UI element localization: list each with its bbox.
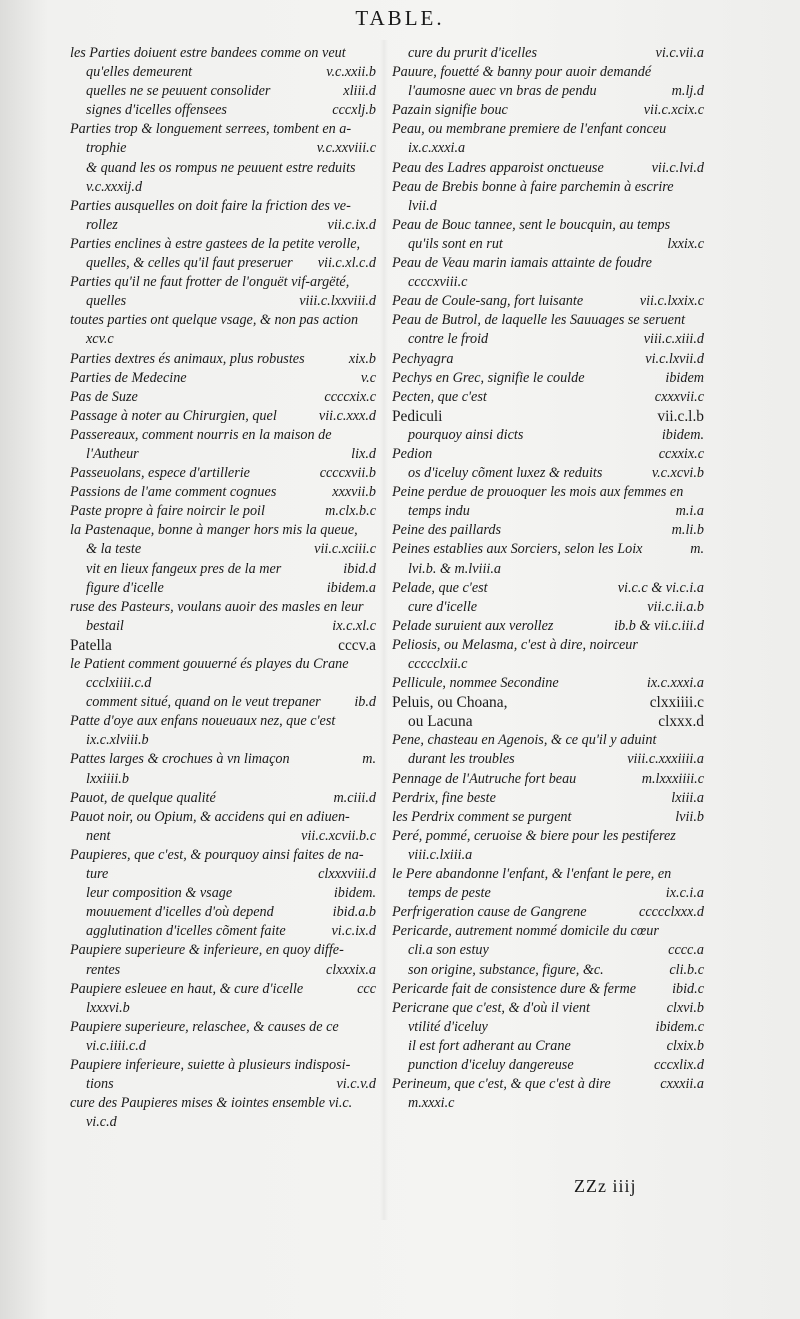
entry-reference: ibidem.a: [326, 579, 376, 596]
index-entry: [392, 655, 704, 674]
index-entry: [70, 445, 376, 464]
index-entry: [392, 1018, 704, 1037]
index-entry: [392, 789, 704, 808]
entry-text: Pauot, de quelque qualité: [70, 789, 216, 806]
index-entry: [392, 350, 704, 369]
entry-reference: vi.c.v.d: [336, 1076, 376, 1093]
index-entry: [392, 540, 704, 559]
entry-text: Pellicule, nommee Secondine: [392, 675, 559, 692]
entry-text: Peau, ou membrane premiere de l'enfant conceu: [392, 121, 667, 138]
entry-reference: clxix.b: [666, 1037, 704, 1054]
index-entry: [392, 388, 704, 407]
entry-text: vi.c.d: [86, 1114, 117, 1131]
entry-text: Peré, pommé, ceruoise & biere pour les pestiferez: [392, 827, 676, 844]
entry-text: Peau de Coule-sang, fort luisante: [392, 293, 584, 310]
entry-text: les Parties doiuent estre bandees comme on veut: [70, 45, 346, 61]
entry-text: Passions de l'ame comment cognues: [70, 484, 277, 501]
index-entry: [392, 674, 704, 693]
index-entry: [70, 159, 376, 178]
entry-text: nent: [86, 827, 111, 844]
entry-reference: vii.c.ii.a.b: [647, 598, 704, 615]
index-entry: [392, 1037, 704, 1056]
entry-reference: ib.b & vii.c.iii.d: [614, 617, 704, 634]
entry-text: Peau de Butrol, de laquelle les Sauuages se seruent: [392, 312, 686, 329]
index-entry: [392, 731, 704, 750]
index-entry: [392, 273, 704, 292]
index-entry: [70, 617, 376, 636]
entry-reference: ibidem.: [333, 885, 376, 902]
index-entry: [392, 502, 704, 521]
entry-text: Parties enclines à estre gastees de la petite verolle,: [70, 235, 361, 252]
index-entry: [70, 464, 376, 483]
entry-text: v.c.xxxij.d: [86, 178, 143, 195]
entry-text: cure des Paupieres mises & iointes ensemble vi.c.: [70, 1095, 353, 1112]
entry-text: Pattes larges & crochues à vn limaçon: [70, 751, 290, 768]
entry-reference: cccxlj.b: [332, 102, 376, 119]
index-entry: [70, 922, 376, 941]
index-entry: [392, 120, 704, 139]
entry-reference: vii.c.xxx.d: [318, 407, 376, 424]
entry-reference: clxxiiii.c: [649, 694, 704, 712]
entry-reference: m.i.a: [675, 503, 704, 520]
index-entry: [392, 808, 704, 827]
entry-text: Peine des paillards: [392, 522, 502, 539]
entry-text: Peluis, ou Choana,: [392, 694, 508, 712]
entry-text: lxxiiii.b: [86, 770, 129, 787]
index-entry: [392, 82, 704, 101]
entry-text: viii.c.lxiii.a: [408, 846, 473, 863]
column-gutter: [380, 40, 388, 1220]
entry-text: lvi.b. & m.lviii.a: [408, 560, 501, 577]
entry-text: ou Lacuna: [408, 713, 473, 731]
entry-text: toutes parties ont quelque vsage, & non pas action: [70, 312, 359, 329]
entry-reference: v.c.xxviii.c: [316, 140, 376, 157]
entry-text: l'aumosne auec vn bras de pendu: [408, 83, 597, 100]
index-entry: [70, 44, 376, 63]
index-entry: [392, 884, 704, 903]
index-entry: [70, 579, 376, 598]
entry-text: signes d'icelles offensees: [86, 102, 227, 119]
entry-text: leur composition & vsage: [86, 885, 233, 902]
index-entry: [70, 846, 376, 865]
index-entry: [392, 693, 704, 712]
entry-text: Peau de Veau marin iamais attainte de foudre: [392, 255, 652, 272]
entry-text: Paste propre à faire noircir le poil: [70, 503, 265, 520]
entry-text: ccccclxii.c: [408, 656, 468, 672]
entry-text: temps de peste: [408, 885, 491, 902]
index-entry: [70, 120, 376, 139]
index-entry: [70, 350, 376, 369]
entry-reference: ibid.a.b: [332, 904, 376, 921]
entry-reference: lxxix.c: [667, 235, 704, 252]
entry-text: os d'iceluy cõment luxez & reduits: [408, 465, 603, 482]
entry-text: Pazain signifie bouc: [392, 102, 508, 119]
index-entry: [392, 617, 704, 636]
index-entry: [392, 159, 704, 178]
entry-reference: cli.b.c: [669, 961, 704, 978]
index-entry: [70, 961, 376, 980]
entry-text: Pedion: [392, 445, 433, 462]
index-entry: [392, 178, 704, 197]
entry-text: ix.c.xxxi.a: [408, 140, 466, 157]
entry-text: Pas de Suze: [70, 388, 138, 405]
entry-text: vit en lieux fangeux pres de la mer: [86, 560, 282, 577]
index-entry: [70, 1113, 376, 1132]
entry-text: Paupiere superieure, relaschee, & causes de ce: [70, 1018, 339, 1035]
entry-text: Pechyagra: [392, 350, 454, 367]
index-entry: [392, 636, 704, 655]
index-entry: [392, 311, 704, 330]
index-entry: [392, 63, 704, 82]
entry-text: Pediculi: [392, 407, 443, 425]
entry-reference: lxiii.a: [671, 789, 704, 806]
entry-reference: cccv.a: [338, 636, 376, 654]
index-entry: [392, 846, 704, 865]
entry-text: Perineum, que c'est, & que c'est à dire: [392, 1076, 611, 1093]
entry-text: cure d'icelle: [408, 598, 478, 615]
entry-text: les Perdrix comment se purgent: [392, 808, 572, 825]
entry-reference: viii.c.xiii.d: [643, 331, 704, 348]
index-entry: [70, 178, 376, 197]
entry-text: Peine perdue de prouoquer les mois aux femmes en: [392, 484, 684, 501]
entry-text: lxxxvi.b: [86, 999, 130, 1016]
entry-text: Paupieres, que c'est, & pourquoy ainsi faites de na-: [70, 846, 364, 863]
entry-text: & la teste: [86, 541, 142, 558]
index-column-right: [392, 44, 704, 1113]
index-entry: [392, 560, 704, 579]
entry-text: Pennage de l'Autruche fort beau: [392, 770, 577, 787]
index-entry: [70, 273, 376, 292]
entry-reference: m.: [362, 751, 376, 768]
index-entry: [392, 827, 704, 846]
index-entry: [70, 82, 376, 101]
index-entry: [70, 712, 376, 731]
entry-text: Passereaux, comment nourris en la maison de: [70, 426, 332, 443]
entry-text: Peines establies aux Sorciers, selon les Loix: [392, 541, 643, 558]
entry-text: lvii.d: [408, 197, 437, 214]
entry-text: comment situé, quand on le veut trepaner: [86, 694, 321, 711]
entry-reference: cccxlix.d: [653, 1056, 704, 1073]
entry-reference: lix.d: [351, 445, 376, 462]
entry-text: son origine, substance, figure, &c.: [408, 961, 604, 978]
entry-reference: ib.d: [354, 694, 376, 711]
index-entry: [70, 311, 376, 330]
entry-reference: xxxvii.b: [332, 484, 376, 501]
entry-text: ruse des Pasteurs, voulans auoir des masles en leur: [70, 598, 364, 615]
entry-text: Pauure, fouetté & banny pour auoir demandé: [392, 64, 652, 81]
entry-text: Parties ausquelles on doit faire la friction des ve-: [70, 197, 351, 214]
entry-reference: vii.c.l.b: [657, 407, 704, 425]
index-entry: [70, 292, 376, 311]
index-entry: [70, 502, 376, 521]
index-entry: [70, 63, 376, 82]
entry-text: Pecten, que c'est: [392, 388, 487, 405]
index-entry: [392, 1075, 704, 1094]
entry-text: Peliosis, ou Melasma, c'est à dire, noirceur: [392, 636, 638, 653]
index-entry: [392, 521, 704, 540]
entry-text: Parties trop & longuement serrees, tombent en a-: [70, 121, 352, 138]
entry-reference: m.lxxxiiii.c: [641, 770, 704, 787]
entry-reference: clxxx.d: [658, 713, 704, 731]
entry-text: vtilité d'iceluy: [408, 1018, 488, 1035]
entry-text: durant les troubles: [408, 751, 515, 768]
entry-text: tions: [86, 1076, 114, 1093]
index-entry: [392, 407, 704, 426]
entry-text: le Patient comment gouuerné és playes du Crane: [70, 656, 349, 672]
entry-reference: ibid.c: [672, 980, 704, 997]
entry-text: il est fort adherant au Crane: [408, 1037, 571, 1054]
entry-reference: ibidem.: [661, 426, 704, 443]
entry-reference: vii.c.xciii.c: [314, 541, 376, 558]
entry-text: m.xxxi.c: [408, 1095, 455, 1112]
entry-text: Peau de Bouc tannee, sent le boucquin, au temps: [392, 216, 671, 233]
entry-text: Peau des Ladres apparoist onctueuse: [392, 159, 604, 176]
entry-reference: xliii.d: [343, 83, 376, 100]
index-entry: [70, 750, 376, 769]
signature-mark: ZZz iiij: [574, 1176, 637, 1196]
entry-text: le Pere abandonne l'enfant, & l'enfant le pere, en: [392, 866, 672, 883]
index-column-left: [70, 44, 376, 1132]
entry-reference: viii.c.xxxiiii.a: [627, 751, 704, 768]
index-entry: [392, 369, 704, 388]
entry-reference: cxxxvii.c: [654, 388, 704, 405]
entry-reference: m.ciii.d: [333, 789, 376, 806]
index-entry: [392, 330, 704, 349]
entry-reference: v.c.xxii.b: [326, 64, 376, 81]
entry-text: Patte d'oye aux enfans noueuaux nez, que c'est: [70, 713, 336, 730]
entry-reference: xix.b: [348, 350, 376, 367]
entry-text: ix.c.xlviii.b: [86, 732, 149, 749]
entry-reference: v.c.xcvi.b: [651, 465, 704, 482]
index-entry: [70, 903, 376, 922]
entry-text: Pelade, que c'est: [392, 579, 488, 596]
index-entry: [70, 254, 376, 273]
index-entry: [392, 235, 704, 254]
index-entry: [70, 827, 376, 846]
index-entry: [70, 884, 376, 903]
entry-text: ccclxiiii.c.d: [86, 675, 152, 692]
entry-text: rollez: [86, 216, 118, 233]
entry-reference: m.li.b: [671, 522, 704, 539]
entry-text: ccccxviii.c: [408, 274, 468, 291]
index-entry: [392, 598, 704, 617]
entry-text: Pericarde, autrement nommé domicile du cœur: [392, 923, 659, 940]
entry-reference: cccc.a: [668, 942, 704, 959]
entry-text: vi.c.iiii.c.d: [86, 1037, 146, 1054]
entry-text: pourquoy ainsi dicts: [408, 426, 524, 443]
index-entry: [70, 789, 376, 808]
entry-text: Paupiere esleuee en haut, & cure d'icelle: [70, 980, 304, 997]
entry-text: Pechys en Grec, signifie le coulde: [392, 369, 585, 386]
entry-reference: vi.c.lxvii.d: [645, 350, 704, 367]
entry-text: Peau de Brebis bonne à faire parchemin à escrire: [392, 178, 674, 195]
entry-text: Passeuolans, espece d'artillerie: [70, 465, 250, 482]
index-entry: [70, 369, 376, 388]
index-entry: [70, 598, 376, 617]
index-entry: [392, 254, 704, 273]
entry-reference: clxxxviii.d: [318, 866, 376, 883]
entry-text: mouuement d'icelles d'où depend: [86, 904, 274, 921]
entry-reference: ibidem.c: [655, 1018, 704, 1035]
index-entry: [70, 655, 376, 674]
entry-reference: vii.c.lvi.d: [651, 159, 704, 176]
entry-text: qu'ils sont en rut: [408, 235, 503, 252]
index-entry: [70, 1056, 376, 1075]
index-entry: [70, 235, 376, 254]
index-entry: [70, 865, 376, 884]
index-entry: [70, 808, 376, 827]
entry-text: quelles ne se peuuent consolider: [86, 83, 271, 100]
index-entry: [392, 292, 704, 311]
index-entry: [70, 540, 376, 559]
entry-text: Pericarde fait de consistence dure & ferme: [392, 980, 637, 997]
index-entry: [392, 980, 704, 999]
entry-reference: m.: [690, 541, 704, 558]
index-entry: [392, 941, 704, 960]
entry-reference: ccccxvii.b: [319, 465, 376, 482]
index-entry: [70, 388, 376, 407]
entry-reference: cxxxii.a: [660, 1076, 704, 1093]
entry-reference: vii.c.xcix.c: [643, 102, 704, 119]
index-entry: [70, 731, 376, 750]
index-entry: [392, 579, 704, 598]
entry-reference: vi.c.ix.d: [331, 923, 376, 940]
entry-text: Pauot noir, ou Opium, & accidens qui en adiuen-: [70, 808, 350, 825]
entry-text: cli.a son estuy: [408, 942, 489, 959]
entry-text: & quand les os rompus ne peuuent estre reduits: [86, 159, 356, 176]
index-entry: [70, 330, 376, 349]
entry-reference: viii.c.lxxviii.d: [299, 293, 376, 310]
entry-text: quelles: [86, 293, 127, 310]
index-entry: [392, 750, 704, 769]
entry-reference: lvii.b: [675, 808, 704, 825]
index-entry: [392, 464, 704, 483]
entry-reference: ibid.d: [343, 560, 376, 577]
entry-text: Patella: [70, 636, 112, 654]
index-entry: [392, 865, 704, 884]
entry-reference: vii.c.ix.d: [327, 216, 376, 233]
entry-text: l'Autheur: [86, 445, 139, 462]
entry-text: temps indu: [408, 503, 470, 520]
entry-reference: vii.c.lxxix.c: [639, 293, 704, 310]
entry-text: cure du prurit d'icelles: [408, 45, 537, 61]
entry-text: quelles, & celles qu'il faut preseruer: [86, 255, 293, 272]
running-head: TABLE.: [355, 6, 445, 30]
index-entry: [392, 903, 704, 922]
index-entry: [392, 216, 704, 235]
index-entry: [392, 101, 704, 120]
entry-text: agglutination d'icelles cõment faite: [86, 923, 286, 940]
index-entry: [70, 941, 376, 960]
entry-reference: ix.c.xl.c: [332, 617, 376, 634]
index-entry: [392, 770, 704, 789]
entry-text: Perdrix, fine beste: [392, 789, 496, 806]
entry-reference: m.lj.d: [671, 83, 704, 100]
entry-reference: v.c: [360, 369, 376, 386]
entry-reference: clxxxix.a: [325, 961, 376, 978]
index-entry: [70, 101, 376, 120]
entry-reference: ix.c.i.a: [665, 885, 704, 902]
index-entry: [70, 980, 376, 999]
entry-text: Passage à noter au Chirurgien, quel: [70, 407, 277, 424]
entry-reference: ibidem: [665, 369, 704, 386]
index-entry: [70, 216, 376, 235]
entry-text: Paupiere inferieure, suiette à plusieurs indisposi-: [70, 1056, 351, 1073]
index-entry: [392, 426, 704, 445]
entry-text: Parties de Medecine: [70, 369, 187, 386]
entry-reference: vi.c.c & vi.c.i.a: [617, 579, 704, 596]
index-entry: [70, 674, 376, 693]
entry-reference: clxvi.b: [666, 999, 704, 1016]
entry-reference: m.clx.b.c: [325, 503, 376, 520]
index-entry: [70, 426, 376, 445]
entry-reference: ccc: [357, 980, 376, 997]
entry-reference: ix.c.xxxi.a: [646, 675, 704, 692]
index-entry: [392, 1094, 704, 1113]
index-entry: [392, 712, 704, 731]
entry-text: xcv.c: [86, 331, 114, 348]
entry-text: qu'elles demeurent: [86, 64, 193, 81]
entry-text: Pelade suruient aux verollez: [392, 617, 554, 634]
index-entry: [70, 1037, 376, 1056]
entry-text: punction d'iceluy dangereuse: [408, 1056, 574, 1073]
index-entry: [70, 483, 376, 502]
entry-text: trophie: [86, 140, 127, 157]
index-entry: [392, 961, 704, 980]
index-entry: [70, 1075, 376, 1094]
index-entry: [70, 770, 376, 789]
index-entry: [70, 139, 376, 158]
index-entry: [70, 999, 376, 1018]
entry-reference: ccccclxxx.d: [639, 904, 704, 921]
index-entry: [392, 445, 704, 464]
index-entry: [392, 197, 704, 216]
entry-reference: ccccxix.c: [324, 388, 376, 405]
index-entry: [70, 1094, 376, 1113]
entry-text: bestail: [86, 617, 124, 634]
entry-text: Parties dextres és animaux, plus robustes: [70, 350, 305, 367]
index-entry: [70, 407, 376, 426]
entry-reference: vi.c.vii.a: [655, 45, 704, 61]
entry-text: Perfrigeration cause de Gangrene: [392, 904, 587, 921]
entry-text: figure d'icelle: [86, 579, 164, 596]
entry-text: la Pastenaque, bonne à manger hors mis la queue,: [70, 522, 358, 539]
entry-reference: ccxxix.c: [658, 445, 704, 462]
entry-text: rentes: [86, 961, 121, 978]
entry-text: Pene, chasteau en Agenois, & ce qu'il y aduint: [392, 732, 657, 749]
entry-text: Paupiere superieure & inferieure, en quoy diffe-: [70, 942, 344, 959]
index-entry: [70, 197, 376, 216]
entry-reference: vii.c.xl.c.d: [317, 255, 376, 272]
entry-reference: vii.c.xcvii.b.c: [301, 827, 376, 844]
index-entry: [70, 1018, 376, 1037]
index-entry: [392, 999, 704, 1018]
index-entry: [70, 693, 376, 712]
index-entry: [392, 44, 704, 63]
index-entry: [70, 521, 376, 540]
index-entry: [70, 636, 376, 655]
entry-text: ture: [86, 866, 109, 883]
index-entry: [392, 1056, 704, 1075]
index-entry: [392, 483, 704, 502]
entry-text: contre le froid: [408, 331, 489, 348]
index-entry: [70, 560, 376, 579]
index-entry: [392, 922, 704, 941]
entry-text: Parties qu'il ne faut frotter de l'onguët vif-argëté,: [70, 274, 350, 291]
index-entry: [392, 139, 704, 158]
entry-text: Pericrane que c'est, & d'où il vient: [392, 999, 590, 1016]
